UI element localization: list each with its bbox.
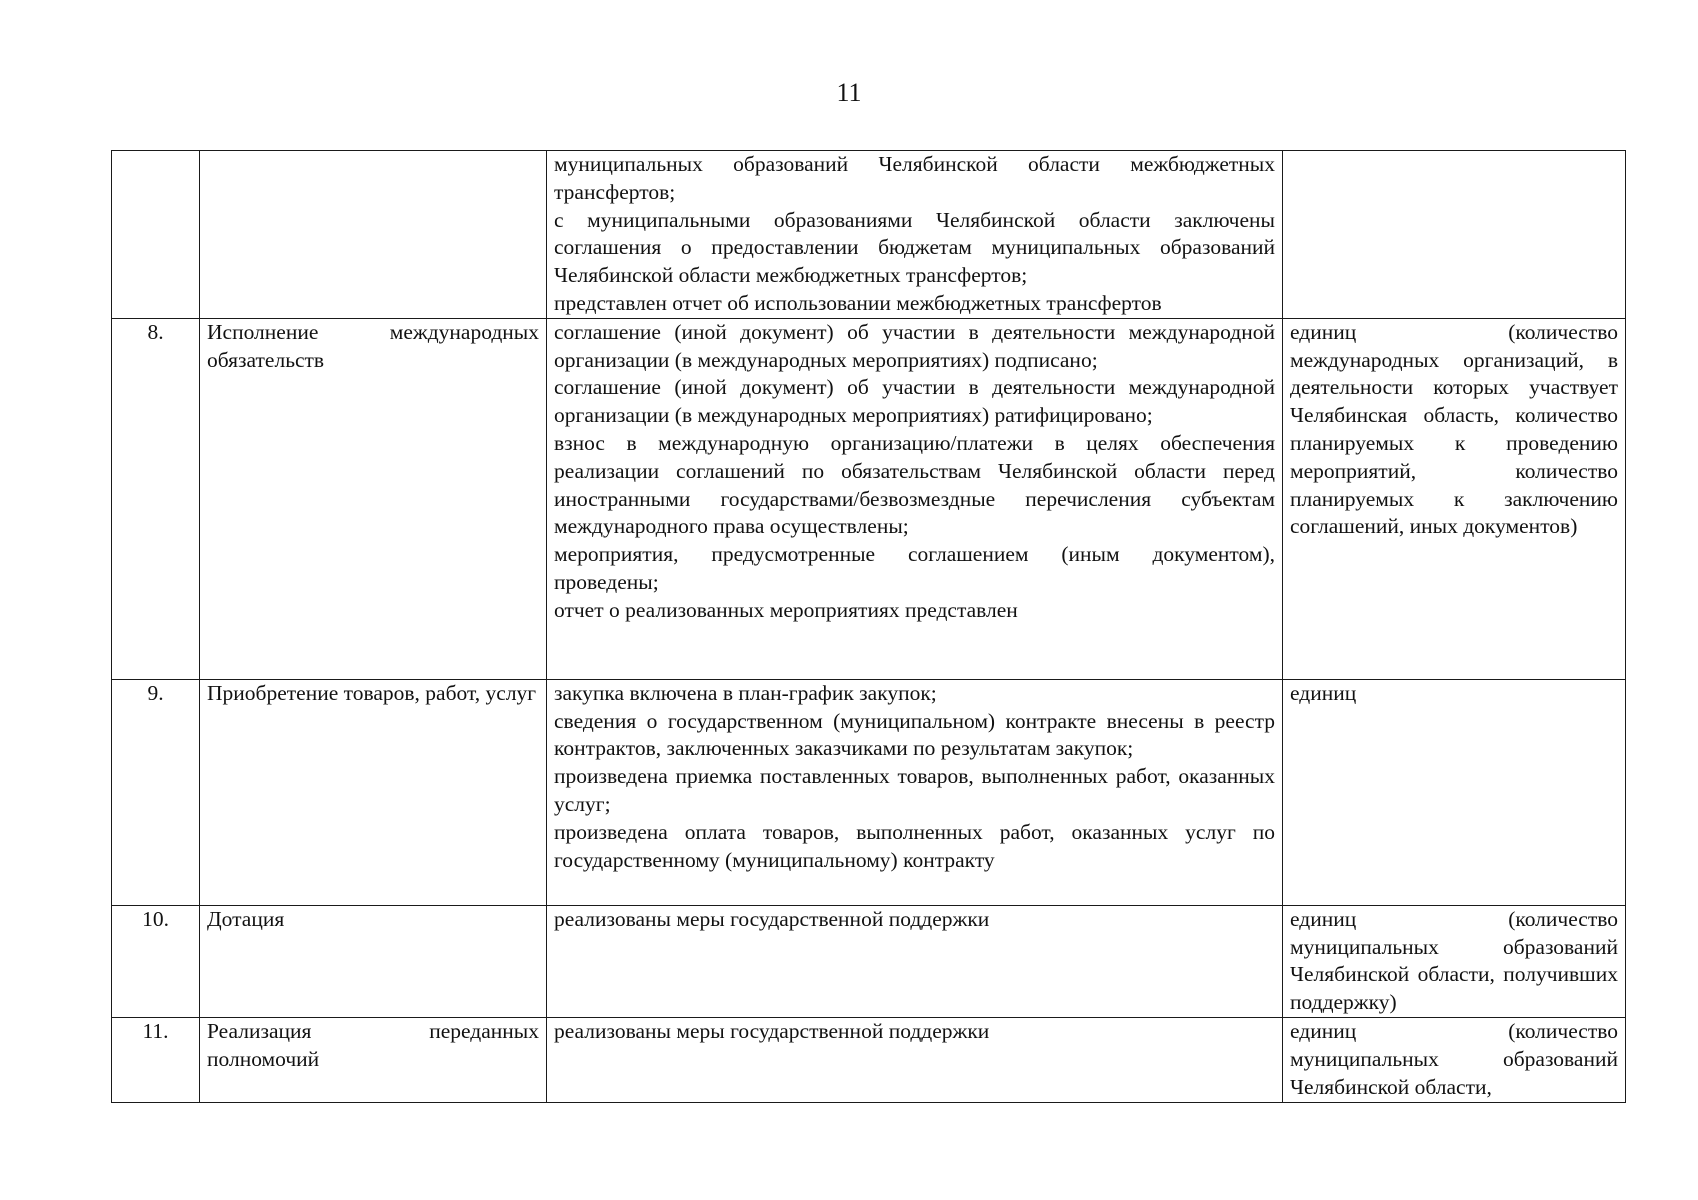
row-number-cell: 10. bbox=[112, 905, 200, 1017]
measures-table bbox=[111, 150, 1626, 1103]
row-number-cell bbox=[112, 151, 200, 319]
table-row bbox=[112, 679, 1626, 905]
row-unit-cell bbox=[1283, 151, 1626, 319]
row-name-cell: Дотация bbox=[200, 905, 547, 1017]
row-results-cell bbox=[547, 905, 1283, 1017]
row-results-cell bbox=[547, 318, 1283, 679]
row-results-cell bbox=[547, 679, 1283, 905]
row-unit-cell: единиц (количество муниципальных образований Челябинской области, bbox=[1283, 1017, 1626, 1102]
table-row bbox=[112, 318, 1626, 679]
table-row bbox=[112, 151, 1626, 319]
row-name-cell: Исполнение международных обязательств bbox=[200, 318, 547, 679]
result-item: с муниципальными образованиями Челябинской области заключены соглашения о предоставлении бюджетам муниципальных образований Челябинской области межбюджетных трансфертов; bbox=[554, 207, 1275, 288]
row-name-cell: Приобретение товаров, работ, услуг bbox=[200, 679, 547, 905]
result-item: соглашение (иной документ) об участии в деятельности международной организации (в международных мероприятиях) подписано; bbox=[554, 319, 1275, 372]
result-item: закупка включена в план-график закупок; bbox=[554, 680, 937, 705]
result-item: сведения о государственном (муниципальном) контракте внесены в реестр контрактов, заключенных заказчиками по результатам закупок; bbox=[554, 708, 1275, 761]
row-unit-cell: единиц (количество международных организаций, в деятельности которых участвует Челябинская область, количество планируемых к проведению мероприятий, количество планируемых к заключению соглашений, иных документов) bbox=[1283, 318, 1626, 679]
page-number: 11 bbox=[836, 78, 862, 107]
row-results-cell bbox=[547, 151, 1283, 319]
row-number-cell: 11. bbox=[112, 1017, 200, 1102]
row-number-cell: 8. bbox=[112, 318, 200, 679]
table-row bbox=[112, 905, 1626, 1017]
result-item: представлен отчет об использовании межбюджетных трансфертов bbox=[554, 290, 1162, 315]
result-item: отчет о реализованных мероприятиях представлен bbox=[554, 597, 1018, 622]
result-item: реализованы меры государственной поддержки bbox=[554, 1018, 990, 1043]
row-name-cell bbox=[200, 151, 547, 319]
row-name-cell: Реализация переданных полномочий bbox=[200, 1017, 547, 1102]
result-item: мероприятия, предусмотренные соглашением (иным документом), проведены; bbox=[554, 542, 1275, 594]
result-item: соглашение (иной документ) об участии в деятельности международной организации (в международных мероприятиях) ратифицировано; bbox=[554, 375, 1275, 428]
result-item: взнос в международную организацию/платежи в целях обеспечения реализации соглашений по обязательствам Челябинской области перед иностранными государствами/безвозмездные перечисления субъектам международного права осуществлены; bbox=[554, 430, 1275, 539]
result-item: муниципальных образований Челябинской области межбюджетных трансфертов; bbox=[554, 152, 1275, 204]
result-item: реализованы меры государственной поддержки bbox=[554, 906, 990, 931]
row-unit-cell: единиц (количество муниципальных образований Челябинской области, получивших поддержку) bbox=[1283, 905, 1626, 1017]
row-unit-cell: единиц bbox=[1283, 679, 1626, 905]
row-number-cell: 9. bbox=[112, 679, 200, 905]
result-item: произведена приемка поставленных товаров, выполненных работ, оказанных услуг; bbox=[554, 764, 1275, 816]
row-results-cell bbox=[547, 1017, 1283, 1102]
result-item: произведена оплата товаров, выполненных работ, оказанных услуг по государственному (муниципальному) контракту bbox=[554, 819, 1275, 872]
table-row bbox=[112, 1017, 1626, 1102]
